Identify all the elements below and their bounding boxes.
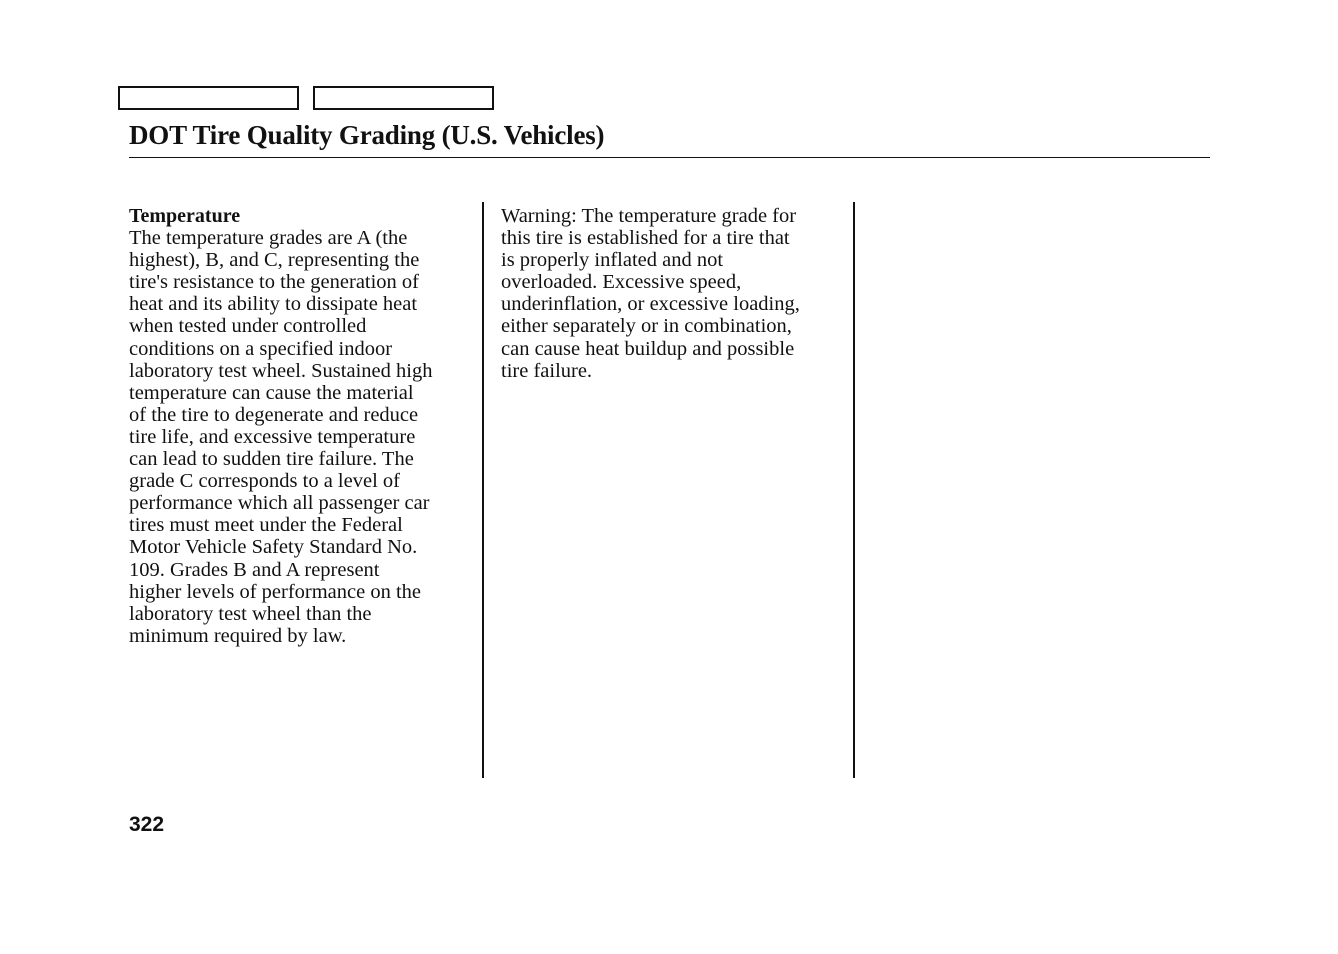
body-line: minimum required by law.: [129, 624, 347, 647]
page-title: DOT Tire Quality Grading (U.S. Vehicles): [129, 120, 605, 150]
body-line: tire's resistance to the generation of: [129, 271, 420, 294]
warning-line: either separately or in combination,: [501, 315, 792, 338]
body-line: tires must meet under the Federal: [129, 514, 403, 537]
nav-button-contents[interactable]: [118, 86, 299, 110]
nav-button-index[interactable]: [313, 86, 494, 110]
warning-line: overloaded. Excessive speed,: [501, 271, 742, 294]
body-line: when tested under controlled: [129, 315, 367, 338]
body-line: performance which all passenger car: [129, 492, 430, 515]
body-line: can lead to sudden tire failure. The: [129, 448, 414, 471]
title-rule: [129, 157, 1210, 158]
column-divider: [853, 202, 855, 778]
page-number: 322: [129, 813, 165, 836]
body-line: tire life, and excessive temperature: [129, 425, 416, 448]
body-line: conditions on a specified indoor: [129, 337, 393, 360]
warning-line: tire failure.: [501, 359, 593, 382]
body-line: laboratory test wheel than the: [129, 602, 372, 625]
warning-line: this tire is established for a tire that: [501, 227, 790, 250]
body-line: laboratory test wheel. Sustained high: [129, 359, 433, 382]
warning-line: Warning: The temperature grade for: [501, 205, 797, 227]
warning-line: underinflation, or excessive loading,: [501, 293, 800, 316]
body-line: grade C corresponds to a level of: [129, 470, 400, 493]
body-line: Motor Vehicle Safety Standard No.: [129, 536, 418, 559]
middle-column: [501, 205, 846, 382]
column-divider: [482, 202, 484, 778]
body-line: 109. Grades B and A represent: [129, 558, 380, 581]
body-line: highest), B, and C, representing the: [129, 249, 420, 272]
body-line: The temperature grades are A (the: [129, 227, 408, 250]
body-line: higher levels of performance on the: [129, 580, 422, 603]
body-line: heat and its ability to dissipate heat: [129, 293, 418, 316]
body-line: temperature can cause the material: [129, 381, 414, 404]
body-line: of the tire to degenerate and reduce: [129, 403, 419, 426]
left-column: [129, 205, 474, 647]
section-heading-temperature: Temperature: [129, 205, 241, 227]
warning-line: is properly inflated and not: [501, 249, 724, 272]
warning-line: can cause heat buildup and possible: [501, 337, 795, 360]
